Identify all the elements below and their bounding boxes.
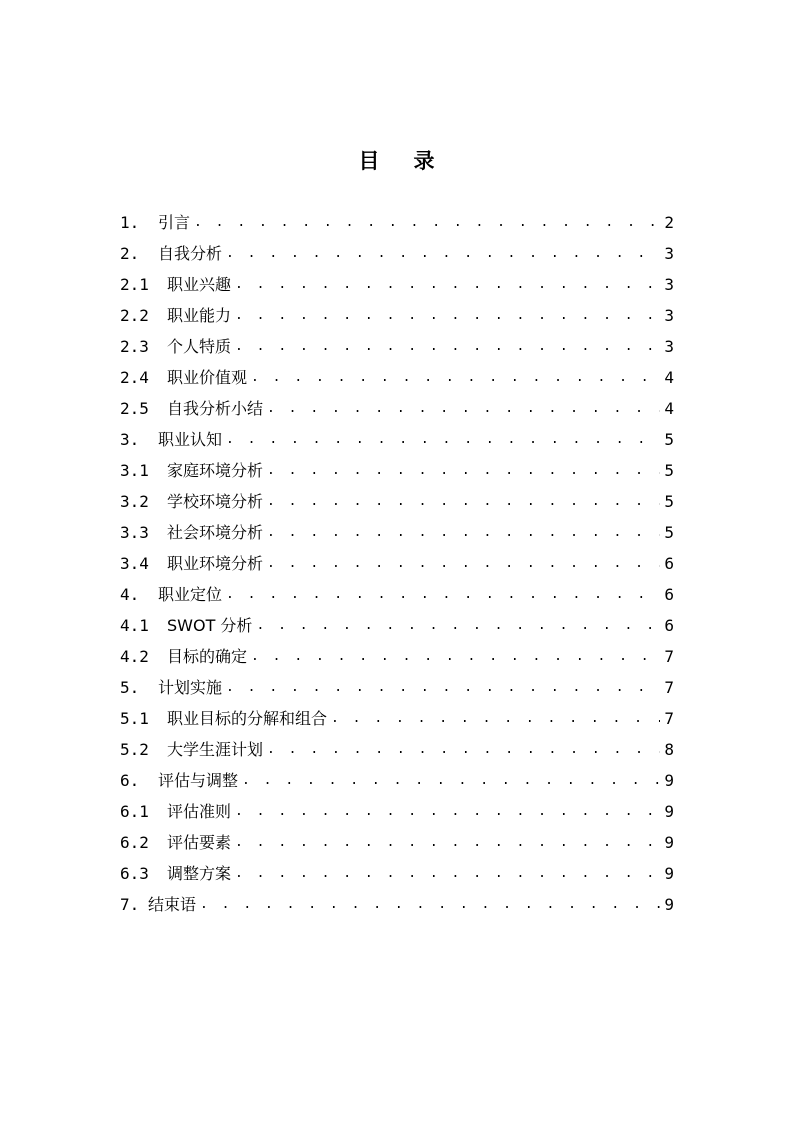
toc-entry-label: 社会环境分析 <box>167 523 264 542</box>
toc-entry[interactable] <box>120 858 674 889</box>
dot-leader <box>226 672 660 703</box>
dot-leader <box>251 641 660 672</box>
toc-entry-page: 3 <box>664 306 674 325</box>
toc-entry[interactable] <box>120 703 674 734</box>
toc-entry-number: 1. <box>120 213 140 232</box>
toc-entry[interactable] <box>120 424 674 455</box>
dot-leader <box>235 269 660 300</box>
toc-entry-page: 5 <box>664 430 674 449</box>
toc-entry-label: 个人特质 <box>167 337 232 356</box>
toc-entry-number: 2.1 <box>120 275 149 294</box>
toc-entry-label: 目标的确定 <box>167 647 248 666</box>
toc-entry-page: 6 <box>664 616 674 635</box>
toc-entry-number: 2. <box>120 244 140 263</box>
toc-entry-page: 2 <box>664 213 674 232</box>
toc-entry[interactable] <box>120 393 674 424</box>
toc-entry-number: 3.4 <box>120 554 149 573</box>
title-char-1: 目 <box>358 149 380 173</box>
dot-leader <box>267 455 660 486</box>
toc-entry[interactable] <box>120 641 674 672</box>
toc-entry-number: 3.3 <box>120 523 149 542</box>
toc-entry-label: 自我分析小结 <box>167 399 264 418</box>
toc-entry-label: 评估准则 <box>167 802 232 821</box>
toc-entry[interactable] <box>120 548 674 579</box>
toc-entry[interactable] <box>120 796 674 827</box>
toc-entry[interactable] <box>120 486 674 517</box>
toc-entry-number: 4. <box>120 585 140 604</box>
toc-entry[interactable] <box>120 362 674 393</box>
dot-leader <box>235 300 660 331</box>
toc-entry-page: 5 <box>664 492 674 511</box>
toc-entry-page: 3 <box>664 337 674 356</box>
dot-leader <box>267 517 660 548</box>
toc-entry-label: 大学生涯计划 <box>167 740 264 759</box>
toc-entry[interactable] <box>120 579 674 610</box>
dot-leader <box>267 486 660 517</box>
toc-entry-page: 3 <box>664 275 674 294</box>
toc-entry-label: 评估与调整 <box>158 771 239 790</box>
toc-entry[interactable] <box>120 331 674 362</box>
toc-entry-number: 6.2 <box>120 833 149 852</box>
toc-entry-label: 家庭环境分析 <box>167 461 264 480</box>
dot-leader <box>235 331 660 362</box>
toc-entry-label: 引言 <box>158 213 191 232</box>
toc-entry-number: 5. <box>120 678 140 697</box>
toc-entry-number: 3.2 <box>120 492 149 511</box>
toc-entry[interactable] <box>120 207 674 238</box>
toc-entry-label: 职业目标的分解和组合 <box>167 709 328 728</box>
dot-leader <box>200 889 660 920</box>
toc-entry[interactable] <box>120 455 674 486</box>
toc-entry-label: 学校环境分析 <box>167 492 264 511</box>
dot-leader <box>251 362 660 393</box>
toc-entry-label: 职业价值观 <box>167 368 248 387</box>
toc-entry[interactable] <box>120 238 674 269</box>
toc-entry-page: 6 <box>664 585 674 604</box>
toc-entry-page: 5 <box>664 523 674 542</box>
dot-leader <box>242 765 660 796</box>
toc-entry[interactable] <box>120 672 674 703</box>
dot-leader <box>226 579 660 610</box>
page-title <box>0 145 793 175</box>
toc-entry-page: 5 <box>664 461 674 480</box>
toc-entry-number: 6.1 <box>120 802 149 821</box>
toc-entry-label: 职业兴趣 <box>167 275 232 294</box>
toc-entry-label: SWOT 分析 <box>167 616 253 635</box>
toc-entry[interactable] <box>120 765 674 796</box>
toc-entry-label: 结束语 <box>148 895 197 914</box>
dot-leader <box>267 393 660 424</box>
toc-entry-page: 9 <box>664 802 674 821</box>
toc-entry[interactable] <box>120 827 674 858</box>
toc-entry-page: 7 <box>664 647 674 666</box>
toc-entry-number: 5.2 <box>120 740 149 759</box>
dot-leader <box>235 827 660 858</box>
dot-leader <box>235 796 660 827</box>
toc-entry-number: 2.3 <box>120 337 149 356</box>
toc-entry-page: 6 <box>664 554 674 573</box>
toc-entry-number: 4.1 <box>120 616 149 635</box>
toc-entry[interactable] <box>120 889 674 920</box>
toc-entry-number: 3.1 <box>120 461 149 480</box>
toc-entry[interactable] <box>120 269 674 300</box>
dot-leader <box>267 734 660 765</box>
toc-entry-number: 6.3 <box>120 864 149 883</box>
dot-leader <box>267 548 660 579</box>
table-of-contents <box>120 207 674 920</box>
toc-entry-number: 5.1 <box>120 709 149 728</box>
toc-entry-label: 职业定位 <box>158 585 223 604</box>
toc-entry-number: 2.2 <box>120 306 149 325</box>
toc-entry-label: 调整方案 <box>167 864 232 883</box>
toc-entry-page: 4 <box>664 368 674 387</box>
dot-leader <box>226 424 660 455</box>
toc-entry-page: 9 <box>664 771 674 790</box>
toc-entry[interactable] <box>120 517 674 548</box>
toc-entry-page: 8 <box>664 740 674 759</box>
toc-entry-number: 2.5 <box>120 399 149 418</box>
dot-leader <box>194 207 660 238</box>
toc-entry-number: 3. <box>120 430 140 449</box>
toc-entry-page: 9 <box>664 864 674 883</box>
toc-entry-page: 4 <box>664 399 674 418</box>
dot-leader <box>256 610 660 641</box>
toc-entry-page: 3 <box>664 244 674 263</box>
toc-entry-label: 职业环境分析 <box>167 554 264 573</box>
toc-entry-page: 7 <box>664 709 674 728</box>
toc-entry[interactable] <box>120 734 674 765</box>
toc-entry-page: 7 <box>664 678 674 697</box>
toc-entry-number: 7. <box>120 895 140 914</box>
toc-entry[interactable] <box>120 610 674 641</box>
toc-entry-label: 职业能力 <box>167 306 232 325</box>
dot-leader <box>226 238 660 269</box>
toc-entry-label: 评估要素 <box>167 833 232 852</box>
toc-entry-number: 6. <box>120 771 140 790</box>
title-char-2: 录 <box>413 149 435 173</box>
toc-entry-label: 自我分析 <box>158 244 223 263</box>
toc-entry-page: 9 <box>664 895 674 914</box>
toc-entry-number: 2.4 <box>120 368 149 387</box>
toc-entry[interactable] <box>120 300 674 331</box>
dot-leader <box>235 858 660 889</box>
toc-entry-label: 计划实施 <box>158 678 223 697</box>
toc-entry-page: 9 <box>664 833 674 852</box>
toc-entry-label: 职业认知 <box>158 430 223 449</box>
toc-entry-number: 4.2 <box>120 647 149 666</box>
dot-leader <box>331 703 660 734</box>
